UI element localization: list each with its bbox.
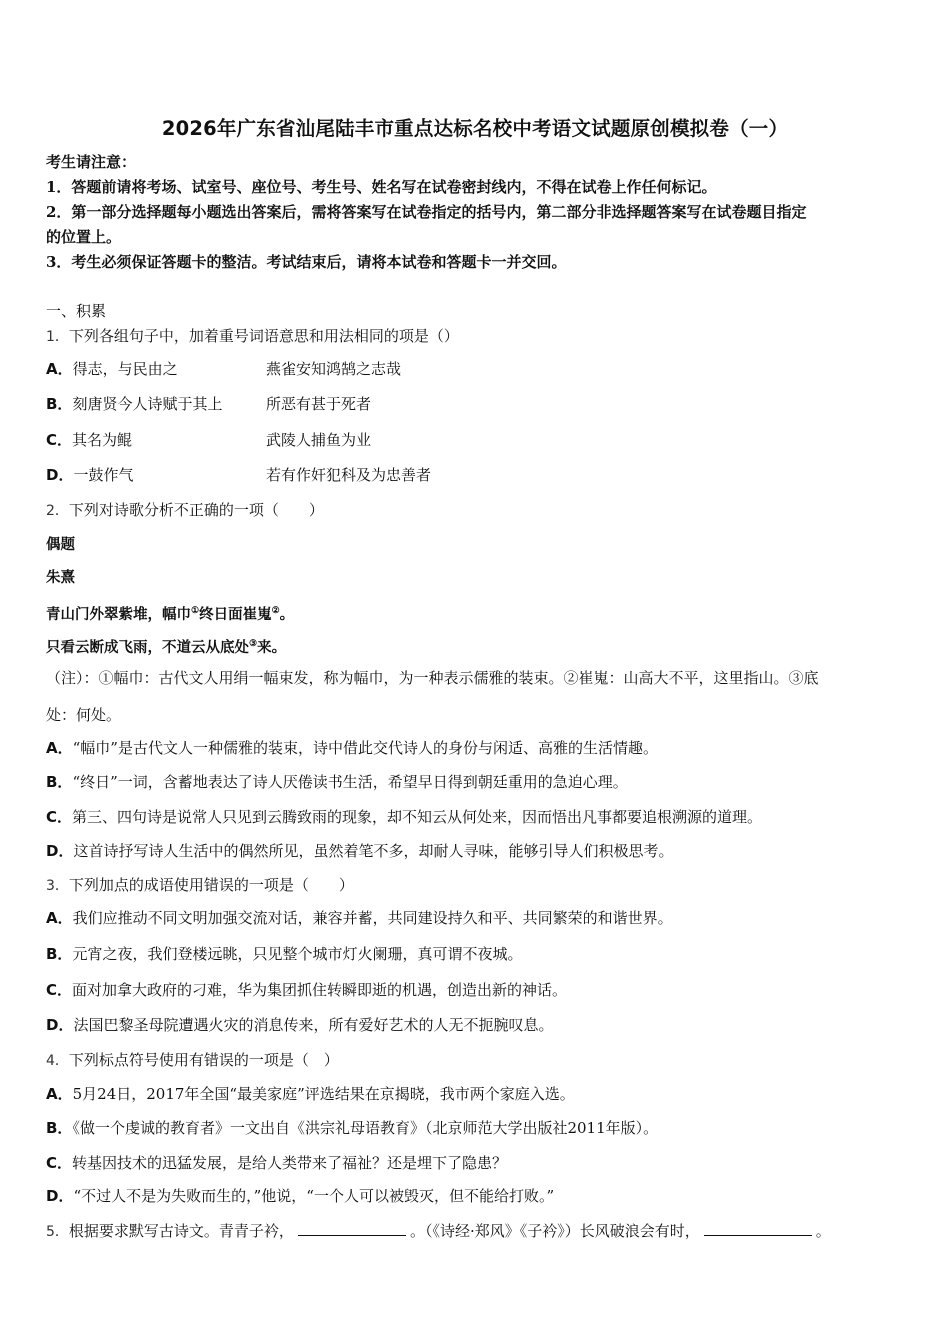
option-text: “幅巾”是古代文人一种儒雅的装束，诗中借此交代诗人的身份与闲适、高雅的生活情趣。 [72,739,658,757]
q3-option-b [46,944,522,964]
question-text: 。（《诗经·郑风》《子衿》）长风破浪会有时， [409,1222,700,1240]
question-5 [46,1221,831,1242]
option-text: “终日”一词，含蓄地表达了诗人厌倦读书生活，希望早日得到朝廷重用的急迫心理。 [72,773,628,791]
option-letter: B． [46,945,73,963]
option-letter: D． [46,842,74,860]
q1-option-a [46,359,402,379]
q4-option-d [46,1186,554,1206]
notice-item-3: 3．考生必须保证答题卡的整洁。考试结束后，请将本试卷和答题卡一并交回。 [46,253,567,271]
q3-option-c [46,980,567,1000]
option-right-text: 燕雀安知鸿鹄之志哉 [266,360,402,378]
option-text: 面对加拿大政府的刁难，华为集团抓住转瞬即逝的机遇，创造出新的神话。 [72,981,568,999]
option-letter: A． [46,909,73,927]
answer-blank-2[interactable] [704,1221,812,1236]
q2-option-b [46,772,628,792]
footnote-marker: ① [191,606,200,616]
poem-text: 青山门外翠紫堆，幅巾 [46,605,191,623]
option-left-text: 得志，与民由之 [72,360,178,378]
question-4-stem [46,1050,339,1071]
question-text: 下列标点符号使用有错误的一项是（ ） [68,1051,339,1069]
answer-blank-1[interactable] [298,1221,406,1236]
q1-option-c [46,430,372,450]
q4-option-a [46,1084,575,1104]
option-letter: C． [46,981,73,999]
option-letter: B． [46,773,73,791]
poem-text: 来。 [257,638,287,656]
option-letter: B． [46,1119,73,1137]
q4-option-b [46,1118,658,1138]
option-right-text: 若有作奸犯科及为忠善者 [266,466,432,484]
option-letter: D． [46,1016,74,1034]
footnote-marker: ② [271,606,280,616]
option-letter: D． [46,466,74,484]
question-2-stem [46,500,324,521]
poem-line-2 [46,634,286,658]
section-heading: 一、积累 [46,302,107,320]
q2-option-c [46,807,762,827]
question-number: 1． [46,329,69,345]
question-text: 下列对诗歌分析不正确的一项（ ） [68,501,324,519]
poem-text: 终日面崔嵬 [199,605,272,623]
option-text: 转基因技术的迅猛发展，是给人类带来了福祉？还是埋下了隐患？ [72,1154,508,1172]
notice-item-1: 1．答题前请将考场、试室号、座位号、考生号、姓名写在试卷密封线内，不得在试卷上作任何标记。 [46,178,717,196]
poem-title: 偶题 [46,536,75,553]
q2-option-a [46,738,658,758]
option-letter: C． [46,1154,73,1172]
option-letter: A． [46,739,73,757]
option-text: 法国巴黎圣母院遭遇火灾的消息传来，所有爱好艺术的人无不扼腕叹息。 [73,1016,554,1034]
option-letter: C． [46,431,73,449]
poem-text: 只看云断成飞雨，不道云从底处 [46,638,249,656]
poem-note-line-2: 处：何处。 [46,706,122,724]
notice-heading: 考生请注意： [46,153,137,171]
question-number: 3． [46,878,69,894]
q3-option-a [46,908,673,928]
page-title: 2026年广东省汕尾陆丰市重点达标名校中考语文试题原创模拟卷（一） [161,117,789,140]
option-text: 《做一个虔诚的教育者》一文出自《洪宗礼母语教育》（北京师范大学出版社2011年版）。 [72,1119,659,1137]
option-text: 元宵之夜，我们登楼远眺，只见整个城市灯火阑珊，真可谓不夜城。 [72,945,523,963]
option-text: 这首诗抒写诗人生活中的偶然所见，虽然着笔不多，却耐人寻味，能够引导人们积极思考。 [73,842,674,860]
option-letter: A． [46,360,73,378]
option-left-text: 刻唐贤今人诗赋于其上 [72,395,223,413]
option-left-text: 一鼓作气 [73,466,134,484]
option-letter: B． [46,395,73,413]
option-right-text: 所恶有甚于死者 [266,395,372,413]
question-number: 5． [46,1224,69,1240]
q3-option-d [46,1015,553,1035]
option-text: 第三、四句诗是说常人只见到云腾致雨的现象，却不知云从何处来，因而悟出凡事都要追根溯源的道理。 [72,808,763,826]
question-text: 。 [815,1222,831,1240]
question-1-stem [46,326,459,347]
question-3-stem [46,875,354,896]
option-letter: A． [46,1085,73,1103]
poem-author: 朱熹 [46,569,75,586]
footnote-marker: ③ [249,639,258,649]
q2-option-d [46,841,673,861]
option-letter: C． [46,808,73,826]
option-left-text: 其名为鲲 [72,431,133,449]
q1-option-b [46,394,372,414]
option-text: 我们应推动不同文明加强交流对话，兼容并蓄，共同建设持久和平、共同繁荣的和谐世界。 [72,909,673,927]
poem-text: 。 [279,605,295,623]
option-right-text: 武陵人捕鱼为业 [266,431,372,449]
q4-option-c [46,1153,507,1173]
question-number: 2． [46,503,69,519]
question-text: 下列加点的成语使用错误的一项是（ ） [68,876,354,894]
option-text: 5月24日，2017年全国“最美家庭”评选结果在京揭晓，我市两个家庭入选。 [72,1085,575,1103]
question-number: 4． [46,1053,69,1069]
q1-option-d [46,465,432,485]
notice-item-2-line-2: 的位置上。 [46,228,122,246]
option-text: “不过人不是为失败而生的，”他说，“一个人可以被毁灭，但不能给打败。” [73,1187,555,1205]
poem-note-line-1: （注）：①幅巾：古代文人用绢一幅束发，称为幅巾，为一种表示儒雅的装束。②崔嵬：山高大不平，这里指山。③底 [46,669,819,687]
question-text: 下列各组句子中，加着重号词语意思和用法相同的项是（） [68,327,459,345]
poem-line-1 [46,601,294,625]
option-letter: D． [46,1187,74,1205]
notice-item-2-line-1: 2．第一部分选择题每小题选出答案后，需将答案写在试卷指定的括号内，第二部分非选择题答案写在试卷题目指定 [46,203,807,221]
question-text: 根据要求默写古诗文。青青子衿， [68,1222,294,1240]
